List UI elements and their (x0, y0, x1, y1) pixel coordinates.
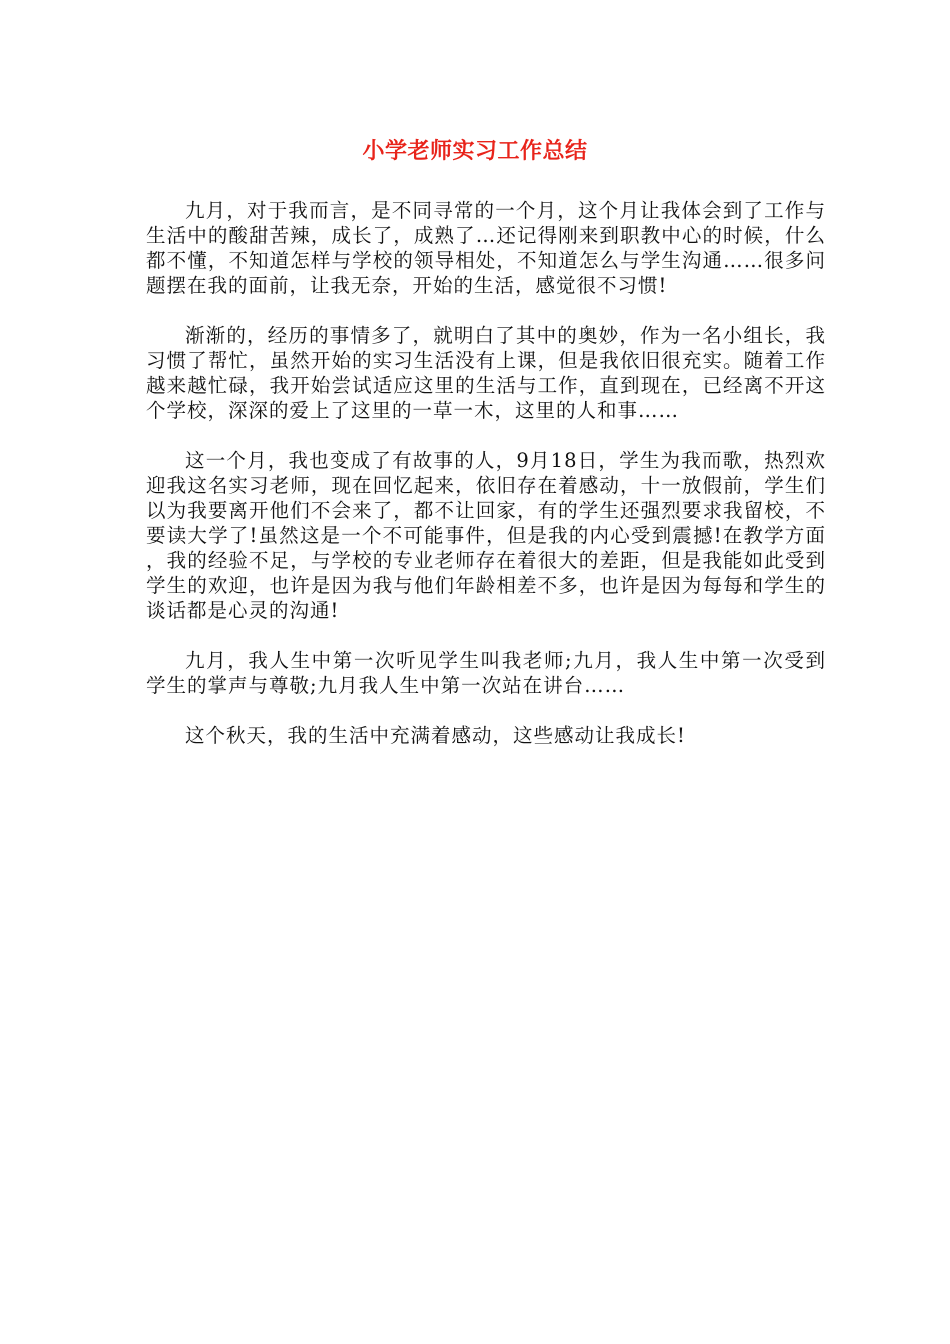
paragraph-3: 这一个月，我也变成了有故事的人，9月18日，学生为我而歌，热烈欢迎我这名实习老师，现在回忆起来，依旧存在着感动，十一放假前，学生们以为我要离开他们不会来了，都不让回家，有的学生还强烈要求我留校，不要读大学了!虽然这是一个不可能事件，但是我的内心受到震撼!在教学方面，我的经验不足，与学校的专业老师存在着很大的差距，但是我能如此受到学生的欢迎，也许是因为我与他们年龄相差不多，也许是因为每每和学生的谈话都是心灵的沟通! (146, 449, 826, 622)
document-body (146, 198, 826, 773)
paragraph-1: 九月，对于我而言，是不同寻常的一个月，这个月让我体会到了工作与生活中的酸甜苦辣，成长了，成熟了…还记得刚来到职教中心的时候，什么都不懂，不知道怎样与学校的领导相处，不知道怎么与学生沟通……很多问题摆在我的面前，让我无奈，开始的生活，感觉很不习惯! (146, 199, 826, 297)
paragraph-2: 渐渐的，经历的事情多了，就明白了其中的奥妙，作为一名小组长，我习惯了帮忙，虽然开始的实习生活没有上课，但是我依旧很充实。随着工作越来越忙碌，我开始尝试适应这里的生活与工作，直到现在，已经离不开这个学校，深深的爱上了这里的一草一木，这里的人和事…… (146, 324, 826, 422)
document-title: 小学老师实习工作总结 (362, 139, 588, 164)
paragraph-5: 这个秋天，我的生活中充满着感动，这些感动让我成长! (185, 724, 686, 747)
paragraph-4: 九月，我人生中第一次听见学生叫我老师;九月，我人生中第一次受到学生的掌声与尊敬;九月我人生中第一次站在讲台…… (146, 649, 826, 697)
